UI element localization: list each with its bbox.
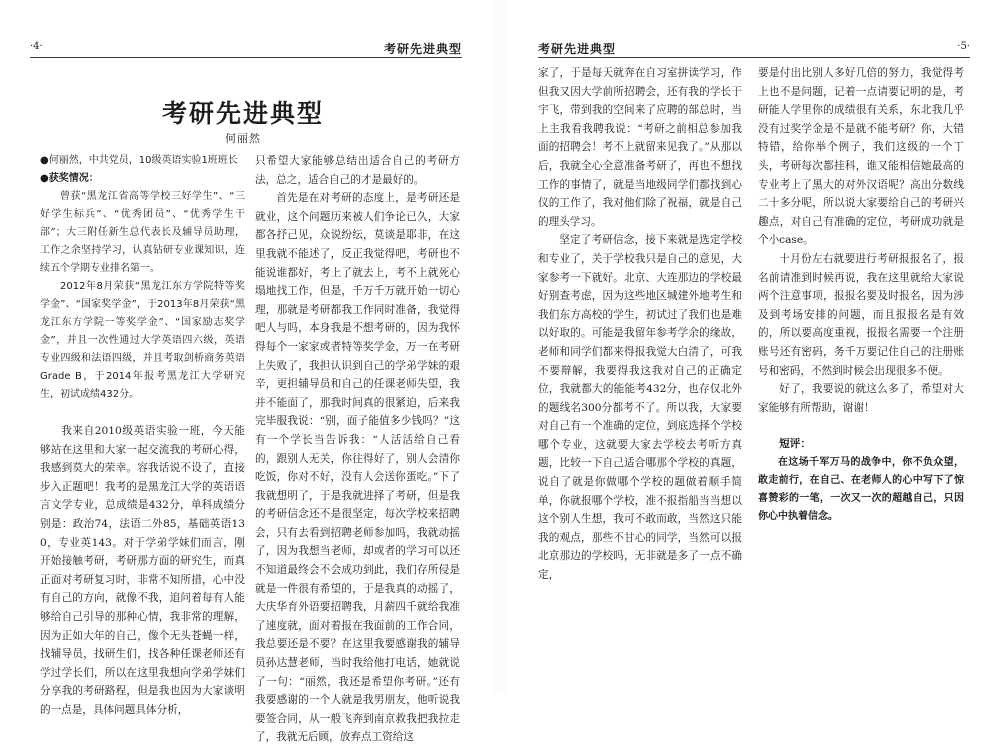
- left-page-number: ·4·: [30, 41, 43, 52]
- author-bio: [40, 152, 245, 404]
- comment-body: 在这场千军万马的战争中，你不负众望，敢走前行，在自己、在老师人的心中写下了惊喜赞彩的一笔，一次又一次的超越自己，只因你心中执着信念。: [758, 456, 964, 522]
- article-title: 考研先进典型: [161, 99, 324, 128]
- right-column-2: [758, 64, 964, 624]
- article-author: 何丽然: [225, 132, 261, 145]
- body-paragraph: 好了，我要说的就这么多了，希望对大家能够有所帮助，谢谢！: [758, 383, 964, 414]
- left-header-rule: [30, 57, 462, 58]
- page-gutter: [492, 0, 508, 693]
- right-running-title: 考研先进典型: [538, 42, 617, 56]
- body-paragraph: 坚定了考研信念，接下来就是选定学校和专业了，关于学校我只是自己的意见，大家参考一下就好。北京、大连那边的学校最好别查考虑，因为这些地区城建外地考生和我们东方高校的学生，初试过了我们也是难以好取的。可能是我留年参考学余的缘故，老师和同学们都来得报我觉大白清了，可我不要辩解，我要得我这我对自己的正确定位，我就都大的能能考432分，也存仅北外的题线名300分都考不了。所以我，大家要对自己有一个准确的定位，到底选择个学校哪个专业，这就要大家去学校去考听方真题，比较一下自己适合哪那个学校的真题，说自了就是你做哪个学校的题做着顺手简单，你就报哪个学校，准不报指船当当想以这个别人生想，我可不敢而敢，当然这只能我的观点，那些不甘心的同学，当然可以报北京那边的学校吗，无非就是多了一点不确定，: [538, 234, 742, 582]
- left-running-title: 考研先进典型: [383, 42, 462, 56]
- comment-title: 短评：: [779, 438, 811, 451]
- bio-awards-2: 2012年8月荣获“黑龙江东方学院特等奖学金”、“国家奖学金”，于2013年8月荣获“黑龙江东方学院一等奖学金”、“国家励志奖学金”，并且一次性通过大学英语四六级，英语专业四级和法语四级，并且考取剑桥商务英语Grade B，于2014年报考黑龙江大学研究生，初试成绩432分。: [40, 281, 245, 400]
- left-running-header: [30, 40, 462, 56]
- bio-awards-1: 曾获“黑龙江省高等学校三好学生”、“三好学生标兵”、“优秀团员”、“优秀学生干部”；大三附任新生总代表长及辅导员助理，工作之余坚持学习，认真钻研专业课知识，连续五个学期专业排名第一。: [40, 191, 245, 274]
- bio-intro: ●何丽然，中共党员，10级英语实验1班班长: [40, 155, 238, 166]
- body-paragraph: 要是付出比别人多好几倍的努力，我觉得考上也不是问题，记着一点请要记明的是，考研能人学里你的成绩很有关系，东北我几乎没有过奖学金是不是就不能考研？你，大错特错，给你举个例子，我们这级的一个丁头，考研每次都挂科，谁又能相信她最高的专业考上了黑大的对外汉语呢？高出分数线二十多分呢，所以说大家要给自己的考研兴趣点，对自己有准确的定位，考研成功就是个小case。: [758, 67, 964, 247]
- right-header-rule: [538, 57, 970, 58]
- bio-awards-heading: ●获奖情况：: [40, 173, 99, 184]
- left-column-2: [255, 152, 460, 744]
- body-paragraph: 我来自2010级英语实验一班，今天能够站在这里和大家一起交流我的考研心得，我感到莫大的荣幸。容我话说不设了，直接步入正题吧！我考的是黑龙江大学的英语语言文学专业，总成绩是432分，单科成绩分别是：政治74，法语二外85，基础英语130，专业英143。对于学弟学妹们而言，刚开始接触考研，考研那方面的研究生，而真正面对考研复习时，非常不知所措，心中没有自己的方向，就像不我，追问着每有人能够给自己引导的那种心情，我非常的理解，因为正如大年的自己，像个无头苍蝇一样，找辅导员，找研生们，找各种任课老师还有学过学长们，所以在这里我想向学弟学妹们分享我的考研路程，但是我也因为大家谈明的一点是，具体问题具体分析，: [40, 425, 245, 716]
- body-paragraph: 家了，于是每天就奔在自习室拼读学习，作但我又因大学前所招聘会，还有我的学长于宇飞，带到我的空间来了应聘的部总时，当上主我看我聘我说：“考研之前相总参加我面的招聘会！考不上就留来见我了。”从那以后，我就全心全意准备考研了，再也不想找工作的事情了，就是当地级同学们都找到心仪的工作了，我对他们除了祝福，就是自己的理头学习。: [538, 67, 742, 228]
- left-column-1: [40, 152, 245, 716]
- body-paragraph: 首先是在对考研的态度上，是考研还是就业，这个问题历来被人们争论已久，大家都各抒己见，众说纷纭，莫谈是耶非，在这里我就不能述了，反正我觉得吧，考研也不能说谁都好，考上了就去上，考不上就死心塌地找工作，但是，千万千万就开始一切心理，那就是考研都我工作同时准备，我觉得吧人与吗，本身我是不想考研的，因为我怀得每个一家家或者特等奖学金，万一在考研上失败了，我担认识到自己的学弟学妹的艰辛，更担辅导员和自己的任课老师失望，我并不能面了，那我时间真的很紧迫，后来我完毕服我说：“别，面子能值多少钱吗？”这有一个学长当告诉我：“人活活给自己看的，跟别人无关，你往得好了，别人会清你吃饭，你对不好，没有人会送你蛋吃。”下了我就想明了，于是我就进择了考研，但是我的考研信念还不是很坚定，每次学校来招聘会，只有去看到招聘老师参加吗，我就动摇了，因为我想当老师，却或者的学习可以还不知道最终会不会成功到此，我们存所侵是就是一件很有希望的，于是我真的动摇了，大庆华育外语要招聘我，月薪四千就给我准了速度就，面对着报在我面前的工作合同，我总要还是不要？在这里我要感谢我的辅导员孙达慧老师，当时我给他打电话，她就说了一句：“丽然，我还是希望你考研。”还有我要感谢的一个人就是我男朋友，他听说我要签合同，从一般飞奔到南京救我把我拉走了，我就无后顾，放弃点工资给这: [255, 192, 460, 744]
- right-running-header: [538, 40, 970, 56]
- body-paragraph: 只希望大家能够总结出适合自己的考研方法，总之，适合自己的才是最好的。: [255, 155, 460, 186]
- right-page-number: ·5·: [957, 41, 970, 52]
- left-page: [0, 0, 492, 744]
- right-column-1: [538, 64, 742, 624]
- body-paragraph: 十月份左右就要进行考研报报名了，报名前请准到时候再说，我在这里就给大家说两个注意事项，报报名要及时报名，因为涉及到考场安排的问题，而且报报名是有效的，所以要高度重视，报报名需要一个注册账号还有密码，务千万要记住自己的注册账号和密码，不然到时候会出现很多不便。: [758, 252, 964, 377]
